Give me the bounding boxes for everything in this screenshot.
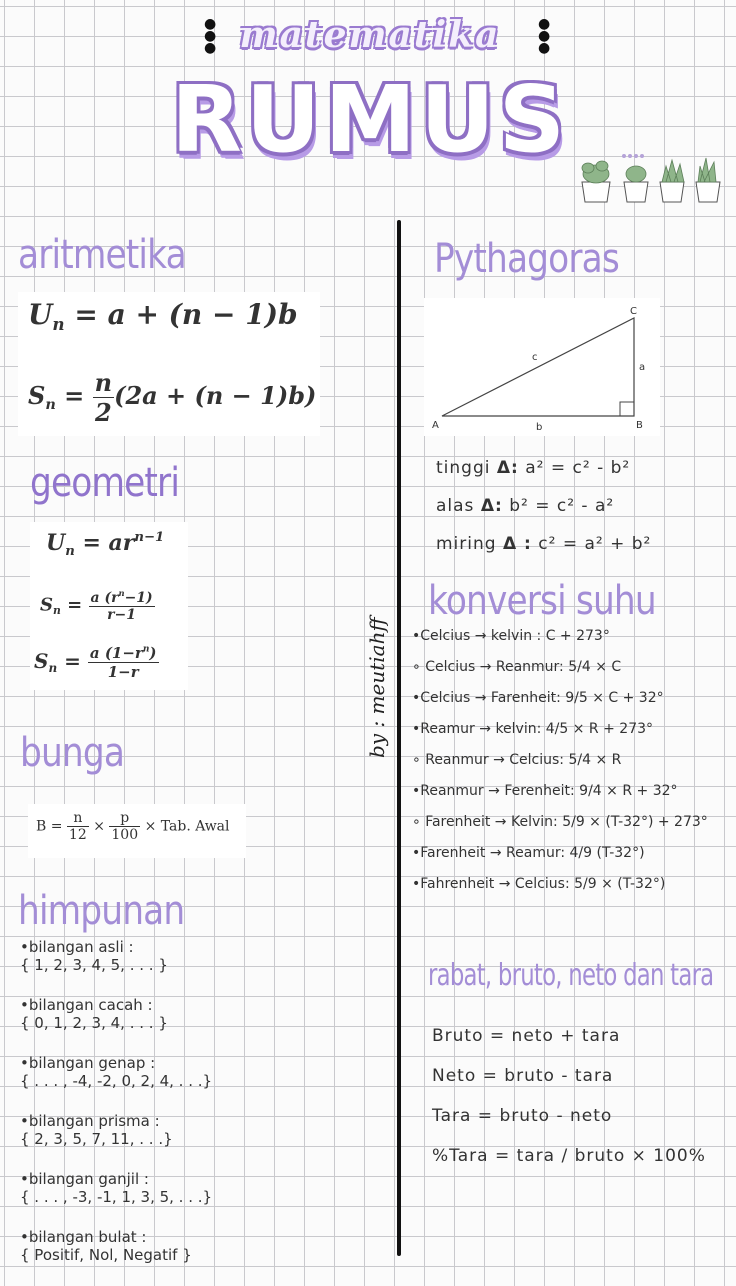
himpunan-item bbox=[20, 938, 390, 996]
vertex-label-b-upper: B bbox=[636, 420, 643, 431]
pythagoras-line-eq: c² = a² + b² bbox=[538, 534, 652, 554]
konversi-item: ∘ Celcius → Reanmur: 5/4 × C bbox=[412, 659, 622, 675]
himpunan-item bbox=[20, 1112, 390, 1170]
formula-geometri-sn1: $S_n$ = $\frac{a (r^n-1)}{r-1}$ bbox=[40, 588, 153, 623]
pythagoras-line-eq: b² = c² - a² bbox=[509, 496, 615, 516]
himpunan-item-set: { 0, 1, 2, 3, 4, . . . } bbox=[20, 1014, 168, 1032]
pythagoras-line bbox=[436, 496, 651, 534]
himpunan-item-set: { . . . , -3, -1, 1, 3, 5, . . .} bbox=[20, 1188, 213, 1206]
delta-symbol: Δ : bbox=[502, 534, 532, 554]
formula-geometri-sn2: $S_n$ = $\frac{a (1-r^n)}{1-r}$ bbox=[34, 644, 157, 681]
pythagoras-line bbox=[436, 458, 651, 496]
heading-rabat-bruto-neto-tara: rabat, bruto, neto dan tara bbox=[428, 958, 714, 993]
formula-aritmetika-un: $U_n = a + (n - 1)b$ bbox=[28, 298, 298, 334]
himpunan-item bbox=[20, 1054, 390, 1112]
himpunan-item-label: •bilangan genap : bbox=[20, 1054, 156, 1072]
himpunan-item-set: { 1, 2, 3, 4, 5, . . . } bbox=[20, 956, 168, 974]
heading-himpunan: himpunan bbox=[18, 888, 185, 934]
himpunan-item-label: •bilangan ganjil : bbox=[20, 1170, 149, 1188]
heading-konversi-suhu: konversi suhu bbox=[428, 578, 656, 624]
konversi-item: •Celcius → kelvin : C + 273° bbox=[412, 628, 610, 644]
pythagoras-lines bbox=[436, 458, 651, 572]
signature-text: by : meutiahff bbox=[365, 617, 389, 758]
formula-geometri-un: $U_n = ar^{n-1}$ bbox=[46, 530, 165, 559]
rabat-item: Tara = bruto - neto bbox=[432, 1106, 613, 1126]
heading-geometri: geometri bbox=[30, 460, 180, 506]
konversi-item: •Celcius → Farenheit: 9/5 × C + 32° bbox=[412, 690, 664, 706]
triangle-shape bbox=[442, 318, 634, 416]
himpunan-item-set: { . . . , -4, -2, 0, 2, 4, . . .} bbox=[20, 1072, 213, 1090]
konversi-item: ∘ Reanmur → Celcius: 5/4 × R bbox=[412, 752, 622, 768]
header-subtitle: matematika bbox=[239, 14, 501, 56]
header-title: RUMUS bbox=[170, 66, 570, 173]
himpunan-list bbox=[20, 938, 390, 1286]
delta-symbol: Δ: bbox=[480, 496, 503, 516]
konversi-item: •Fahrenheit → Celcius: 5/9 × (T-32°) bbox=[412, 876, 666, 892]
konversi-item: •Reamur → kelvin: 4/5 × R + 273° bbox=[412, 721, 654, 737]
pythagoras-line-eq: a² = c² - b² bbox=[525, 458, 631, 478]
signature-by-meutiahff bbox=[358, 580, 398, 760]
vertex-label-c-upper: C bbox=[630, 306, 637, 317]
himpunan-item-label: •bilangan cacah : bbox=[20, 996, 153, 1014]
heading-pythagoras: Pythagoras bbox=[434, 236, 619, 282]
konversi-item: ∘ Farenheit → Kelvin: 5/9 × (T-32°) + 273° bbox=[412, 814, 708, 830]
side-label-b: b bbox=[536, 422, 543, 433]
decor-dots-left: ● ● ● bbox=[204, 16, 217, 56]
himpunan-item-set: { 2, 3, 5, 7, 11, . . .} bbox=[20, 1130, 173, 1148]
delta-symbol: Δ: bbox=[496, 458, 519, 478]
rabat-item: %Tara = tara / bruto × 100% bbox=[432, 1146, 706, 1166]
side-label-c: c bbox=[532, 352, 538, 363]
konversi-list bbox=[412, 628, 734, 907]
right-triangle-diagram bbox=[424, 298, 660, 436]
formula-aritmetika-sn: $S_n$ = $\frac{n}{2}$ (2a + (n − 1)b) bbox=[28, 368, 317, 427]
right-angle-marker bbox=[620, 402, 634, 416]
himpunan-item bbox=[20, 1170, 390, 1228]
himpunan-item-set: { Positif, Nol, Negatif } bbox=[20, 1246, 192, 1264]
konversi-item: •Reanmur → Ferenheit: 9/4 × R + 32° bbox=[412, 783, 678, 799]
heading-bunga: bunga bbox=[20, 730, 125, 776]
rabat-list bbox=[432, 1026, 706, 1186]
rabat-item: Bruto = neto + tara bbox=[432, 1026, 621, 1046]
himpunan-item-label: •bilangan prisma : bbox=[20, 1112, 160, 1130]
konversi-item: •Farenheit → Reamur: 4/9 (T-32°) bbox=[412, 845, 645, 861]
pythagoras-line bbox=[436, 534, 651, 572]
decor-dots-right: ● ● ● bbox=[538, 16, 551, 56]
himpunan-item-label: •bilangan asli : bbox=[20, 938, 134, 956]
himpunan-item bbox=[20, 1228, 390, 1286]
pythagoras-line-name: alas bbox=[436, 496, 475, 516]
side-label-a: a bbox=[639, 362, 646, 373]
vertex-label-a-upper: A bbox=[432, 420, 439, 431]
formula-bunga: B = $\frac{n}{12}$ × $\frac{p}{100}$ × Tab. Awal bbox=[36, 810, 230, 843]
heading-aritmetika: aritmetika bbox=[18, 232, 186, 278]
himpunan-item bbox=[20, 996, 390, 1054]
succulent-plants-illustration bbox=[574, 152, 726, 204]
pythagoras-line-name: miring bbox=[436, 534, 497, 554]
rabat-item: Neto = bruto - tara bbox=[432, 1066, 614, 1086]
himpunan-item-label: •bilangan bulat : bbox=[20, 1228, 147, 1246]
pythagoras-line-name: tinggi bbox=[436, 458, 491, 478]
